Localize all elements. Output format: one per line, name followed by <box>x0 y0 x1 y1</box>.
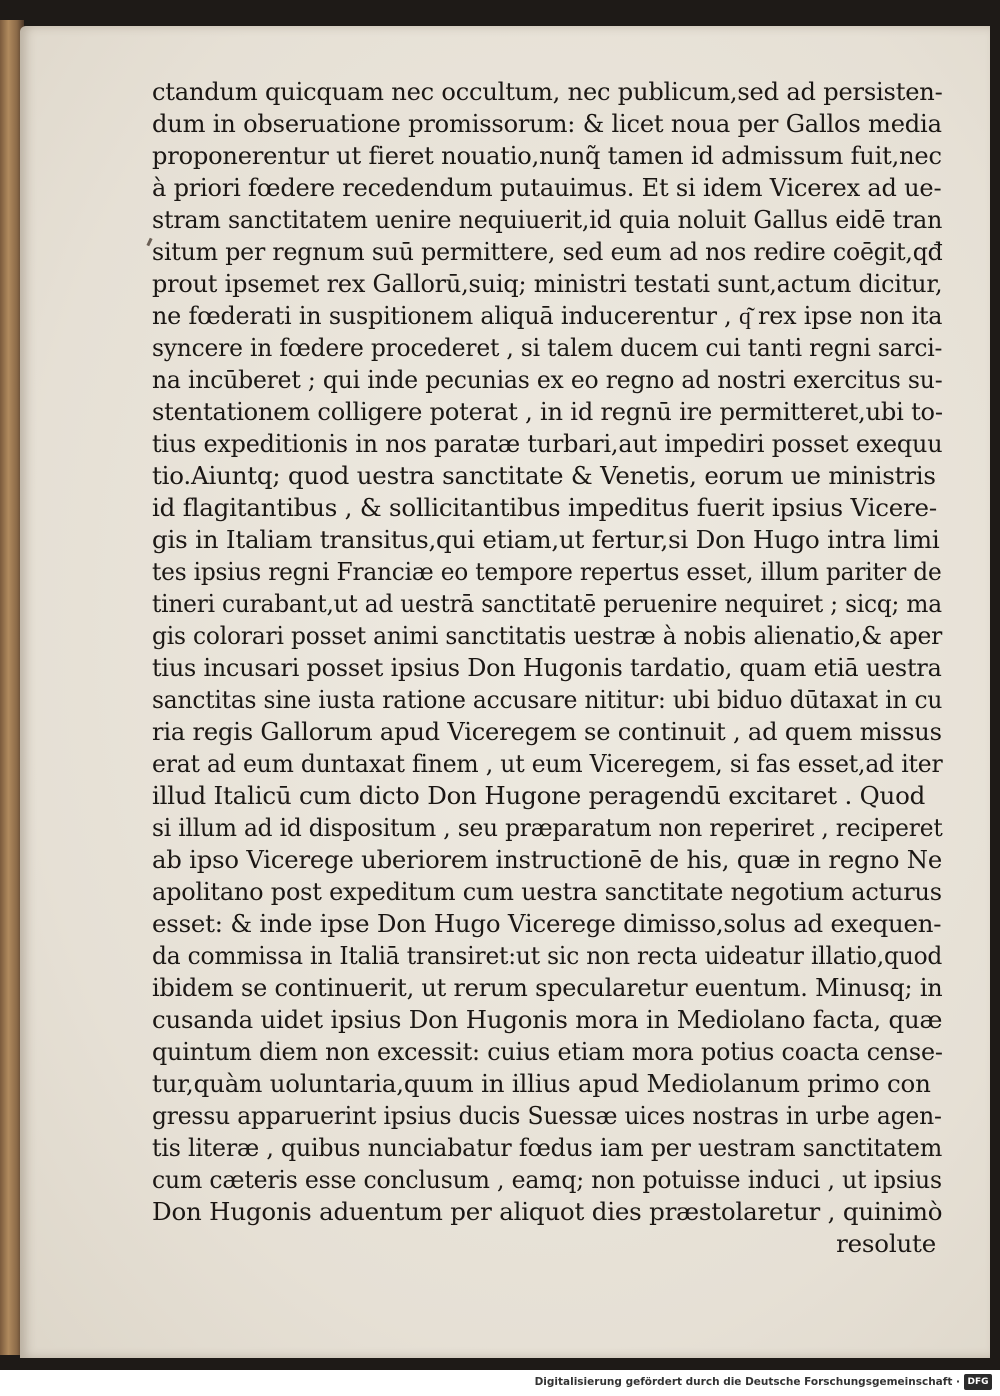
text-line: tes ipsius regni Franciæ eo tempore repertus esset, illum pariter de <box>152 557 942 586</box>
text-line: ab ipso Vicerege uberiorem instructionē de his, quæ in regno Ne <box>152 845 943 874</box>
text-line: esset: & inde ipse Don Hugo Vicerege dimisso,solus ad exequen- <box>152 909 942 938</box>
text-line: gis colorari posset animi sanctitatis uestræ à nobis alienatio,& aper <box>152 621 943 650</box>
catchword: resolute <box>836 1229 936 1258</box>
text-line: tius incusari posset ipsius Don Hugonis tardatio, quam etiā uestra <box>152 653 942 682</box>
text-line: na incūberet ; qui inde pecunias ex eo regno ad nostri exercitus su- <box>152 365 943 394</box>
text-line: tio.Aiuntq; quod uestra sanctitate & Venetis, eorum ue ministris <box>152 461 936 490</box>
text-line: tis literæ , quibus nunciabatur fœdus iam per uestram sanctitatem <box>152 1133 943 1162</box>
text-line: ibidem se continuerit, ut rerum specularetur euentum. Minusq; in <box>152 973 943 1002</box>
text-line: gis in Italiam transitus,qui etiam,ut fertur,si Don Hugo intra limi <box>152 525 940 554</box>
text-line: tius expeditionis in nos paratæ turbari,aut impediri posset exequu <box>152 429 943 458</box>
text-line: quintum diem non excessit: cuius etiam mora potius coacta cense- <box>152 1037 943 1066</box>
text-line: da commissa in Italiā transiret:ut sic non recta uideatur illatio,quod <box>152 941 943 970</box>
text-line: tineri curabant,ut ad uestrā sanctitatē peruenire nequiret ; sicq; ma <box>152 589 942 618</box>
text-line: cusanda uidet ipsius Don Hugonis mora in Mediolano facta, quæ <box>152 1005 943 1034</box>
text-line: ne fœderati in suspitionem aliquā inducerentur , q͂ rex ipse non ita <box>152 301 943 330</box>
text-line: apolitano post expeditum cum uestra sanctitate negotium acturus <box>152 877 942 906</box>
text-line: dum in obseruatione promissorum: & licet noua per Gallos media <box>152 109 942 138</box>
text-line: ria regis Gallorum apud Viceregem se continuit , ad quem missus <box>152 717 942 746</box>
text-line: gressu apparuerint ipsius ducis Suessæ uices nostras in urbe agen- <box>152 1101 942 1130</box>
text-line: Don Hugonis aduentum per aliquot dies præstolaretur , quinimò <box>152 1197 943 1226</box>
text-line: proponerentur ut fieret nouatio,nunq̃ tamen id admissum fuit,nec <box>152 141 942 170</box>
text-line: erat ad eum duntaxat finem , ut eum Viceregem, si fas esset,ad iter <box>152 749 943 778</box>
text-line: prout ipsemet rex Gallorū,suiq; ministri testati sunt,actum dicitur, <box>152 269 943 298</box>
text-line: stentationem colligere poterat , in id regnū ire permitteret,ubi to- <box>152 397 943 426</box>
dfg-logo-icon: DFG <box>964 1374 992 1390</box>
text-line: id flagitantibus , & sollicitantibus impeditus fuerit ipsius Vicere- <box>152 493 937 522</box>
text-line: illud Italicū cum dicto Don Hugone peragendū excitaret . Quod <box>152 781 926 810</box>
text-line: si illum ad id dispositum , seu præparatum non reperiret , reciperet <box>152 813 943 842</box>
text-line: sanctitas sine iusta ratione accusare nititur: ubi biduo dūtaxat in cu <box>152 685 943 714</box>
text-line: situm per regnum suū permittere, sed eum ad nos redire coēgit,qđ <box>152 237 943 266</box>
text-line: cum cæteris esse conclusum , eamq; non potuisse induci , ut ipsius <box>152 1165 942 1194</box>
text-line: stram sanctitatem uenire nequiuerit,id quia noluit Gallus eidē tran <box>152 205 943 234</box>
footer-credit: Digitalisierung gefördert durch die Deutsche Forschungsgemeinschaft · <box>534 1376 960 1388</box>
footer-bar <box>0 1370 1000 1396</box>
text-line: syncere in fœdere procederet , si talem ducem cui tanti regni sarci- <box>152 333 943 362</box>
text-line: ctandum quicquam nec occultum, nec publicum,sed ad persisten- <box>152 77 943 106</box>
text-line: tur,quàm uoluntaria,quum in illius apud Mediolanum primo con <box>152 1069 931 1098</box>
text-line: à priori fœdere recedendum putauimus. Et si idem Vicerex ad ue- <box>152 173 942 202</box>
page-text-block <box>152 76 942 1260</box>
